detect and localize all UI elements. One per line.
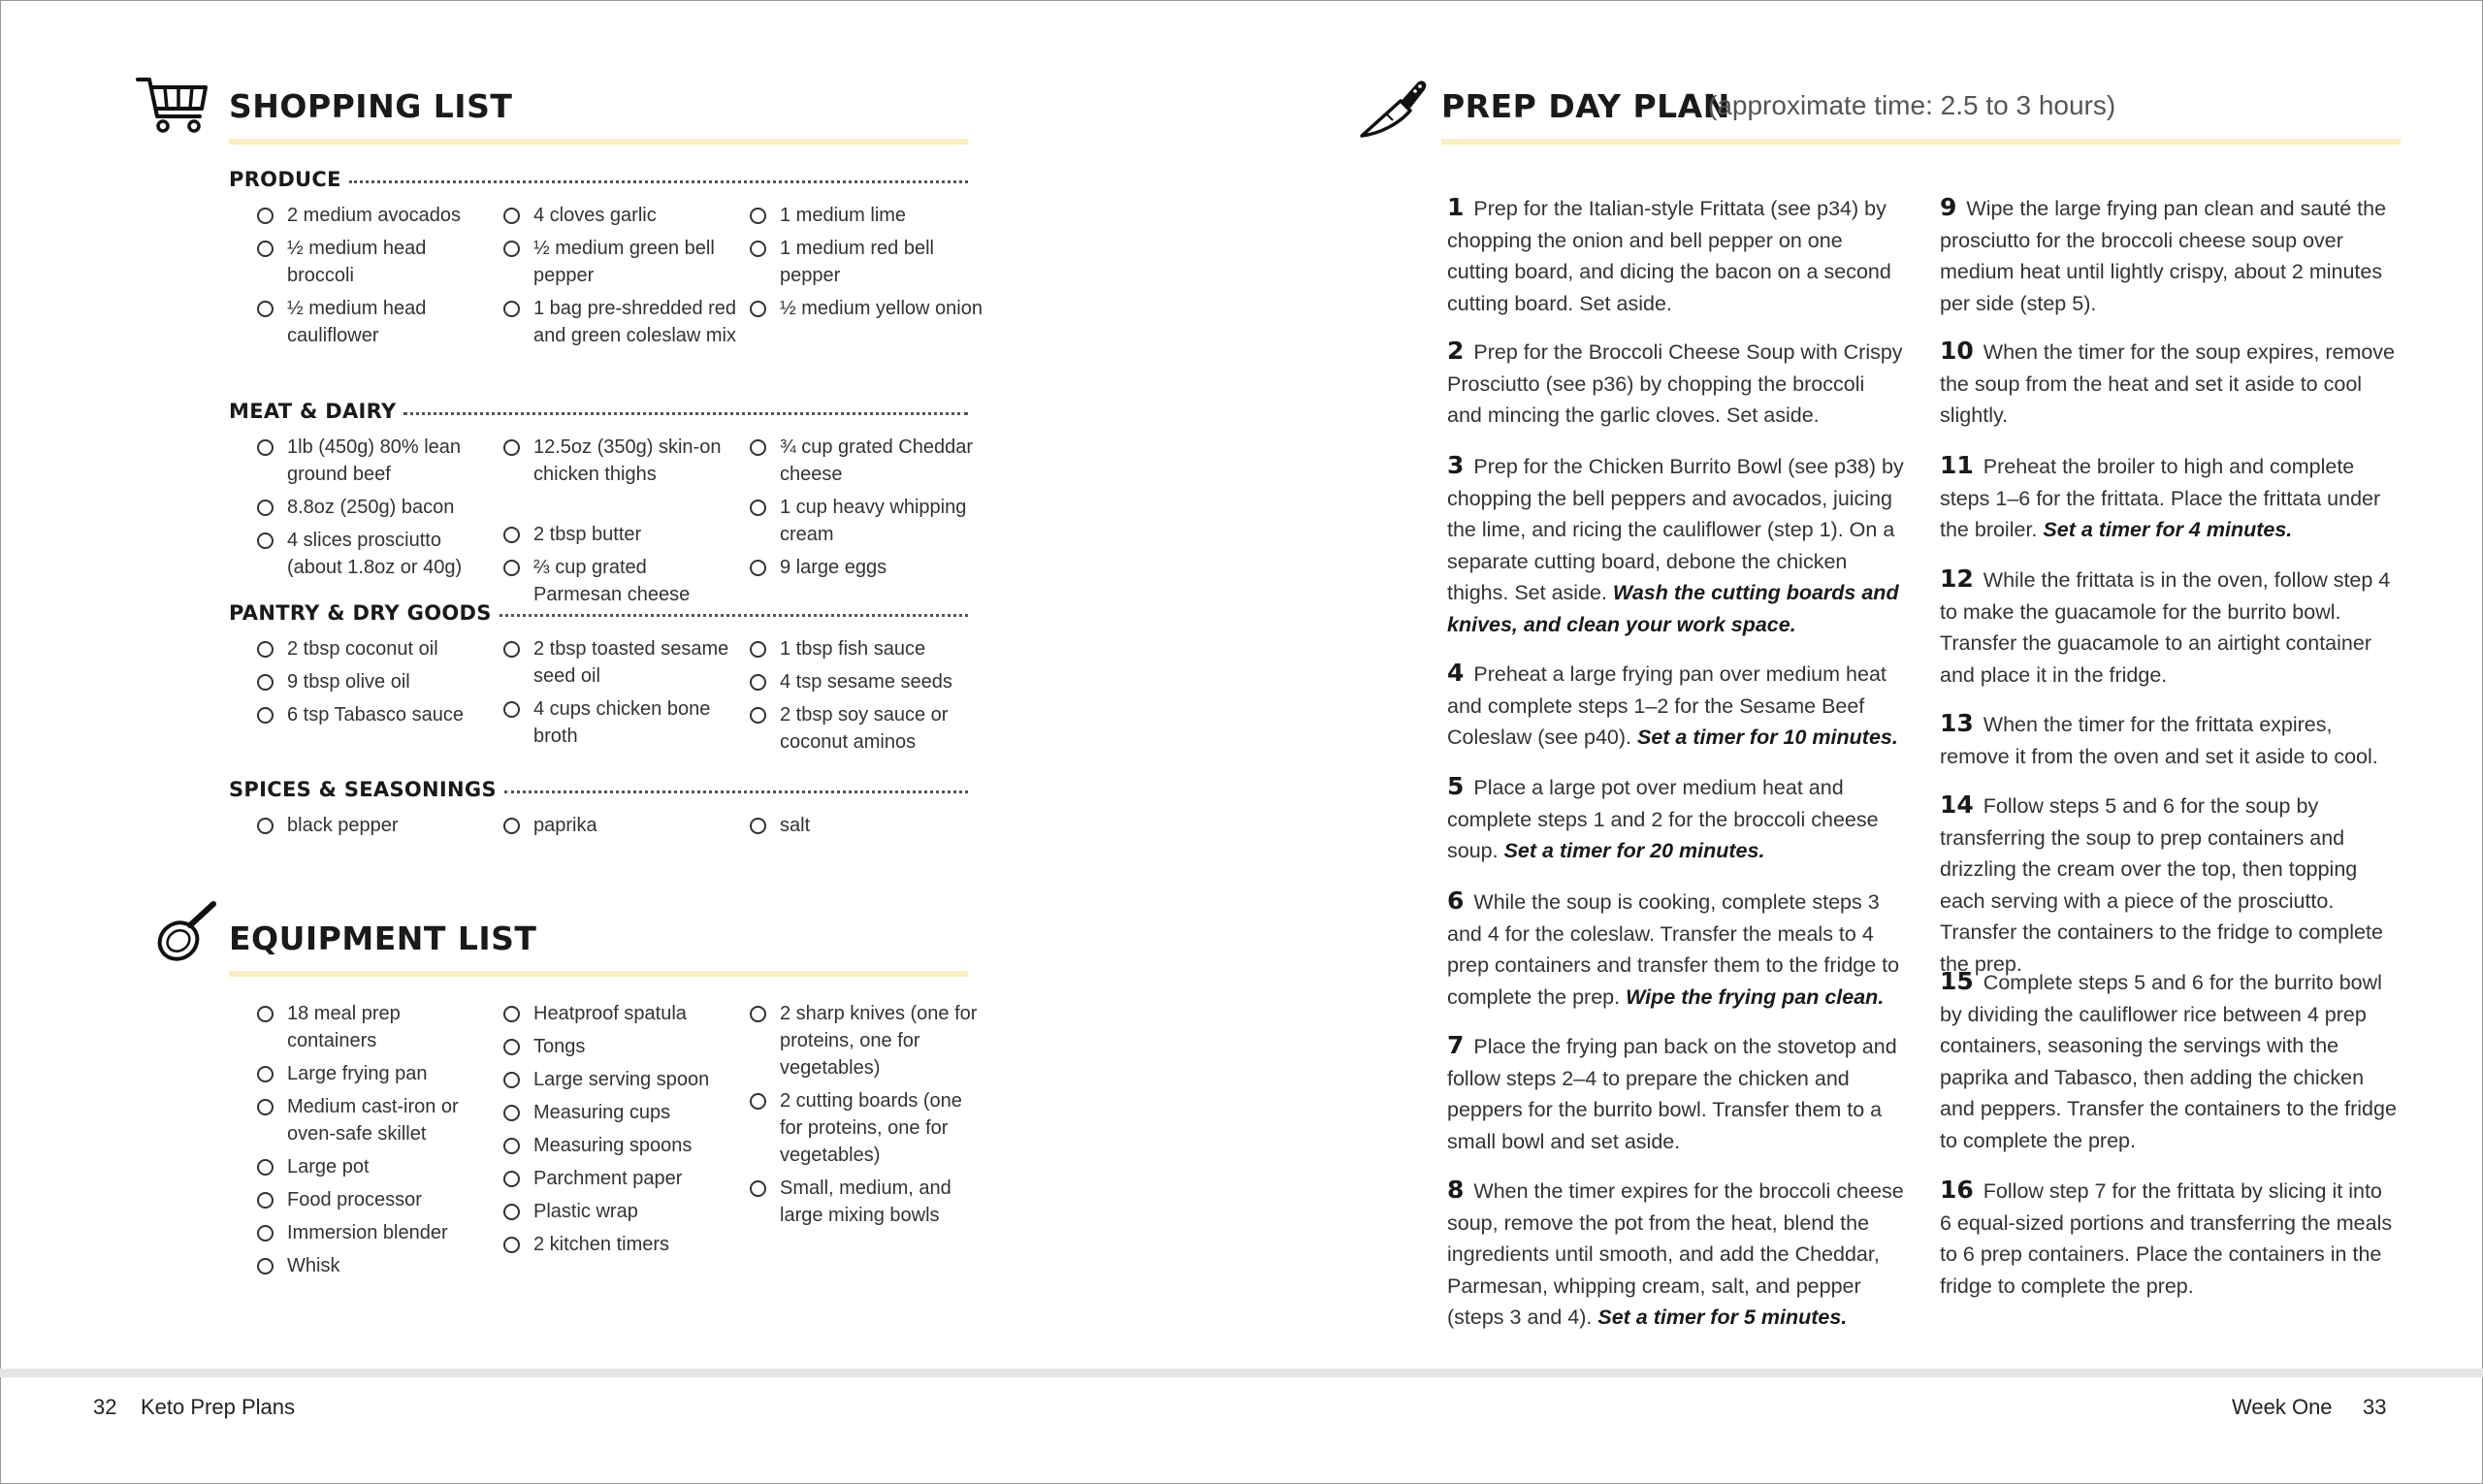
step-number: 15 <box>1940 967 1974 995</box>
left-running-title: Keto Prep Plans <box>141 1395 295 1419</box>
checkbox-circle-icon[interactable] <box>750 241 766 257</box>
shopping-item-label: 6 tsp Tabasco sauce <box>287 704 464 726</box>
equipment-item-label: Large pot <box>287 1156 370 1178</box>
equipment-item[interactable] <box>257 1252 491 1279</box>
step-number: 1 <box>1447 193 1465 221</box>
step-text: Place a large pot over medium heat and complete steps 1 and 2 for the broccoli cheese soup. <box>1447 776 1879 862</box>
shopping-item-label: 2 tbsp butter <box>533 524 642 545</box>
step-number: 2 <box>1447 337 1465 365</box>
shopping-item[interactable] <box>257 701 491 728</box>
equipment-title-underline <box>229 971 968 977</box>
right-page-number: 33 <box>2363 1395 2387 1419</box>
shopping-item[interactable] <box>257 235 491 289</box>
step-text: When the timer for the soup expires, remove the soup from the heat and set it aside to cool slightly. <box>1940 340 2396 427</box>
step-text: While the frittata is in the oven, follow step 4 to make the guacamole for the burrito bowl. Transfer the guacamole to an airtight container and place it in the fridge. <box>1940 568 2391 687</box>
shopping-item-label: salt <box>780 815 811 836</box>
shopping-item-label: 1 medium red bell pepper <box>780 238 934 286</box>
equipment-item[interactable] <box>257 1153 491 1180</box>
shopping-item[interactable] <box>503 695 737 750</box>
checkbox-circle-icon[interactable] <box>503 241 520 257</box>
checkbox-circle-icon[interactable] <box>257 818 274 834</box>
shopping-item-label: 4 cups chicken bone broth <box>533 698 711 747</box>
checkbox-circle-icon[interactable] <box>257 1192 274 1209</box>
shopping-item[interactable] <box>750 494 984 548</box>
equipment-item[interactable] <box>257 1000 491 1054</box>
step-text: When the timer for the frittata expires, remove it from the oven and set it aside to cool. <box>1940 713 2378 768</box>
prep-step <box>1447 450 1905 640</box>
shopping-item[interactable] <box>257 434 491 488</box>
equipment-item[interactable] <box>503 1132 737 1159</box>
prep-title-underline <box>1441 139 2401 145</box>
step-text: Place the frying pan back on the stovetop and follow steps 2–4 to prepare the chicken and peppers for the burrito bowl. Transfer them to a small bowl and set aside. <box>1447 1035 1897 1153</box>
prep-step <box>1940 564 2398 691</box>
checkbox-circle-icon[interactable] <box>503 1237 520 1253</box>
equipment-item[interactable] <box>257 1093 491 1147</box>
step-text: While the soup is cooking, complete steps 3 and 4 for the coleslaw. Transfer the meals to 4 prep containers and transfer them to the fridge to complete the prep. <box>1447 890 1900 1009</box>
shopping-item[interactable] <box>750 701 984 756</box>
checkbox-circle-icon[interactable] <box>257 500 274 516</box>
step-text: Follow step 7 for the frittata by slicing it into 6 equal-sized portions and transferring the meals to 6 prep containers. Place the containers in the fridge to complete the prep. <box>1940 1179 2393 1298</box>
shopping-item[interactable] <box>503 202 737 229</box>
prep-step <box>1940 1175 2398 1302</box>
step-number: 9 <box>1940 193 1957 221</box>
shopping-item-label: 1 cup heavy whipping cream <box>780 497 967 545</box>
checkbox-circle-icon[interactable] <box>503 301 520 317</box>
category-heading <box>229 397 968 426</box>
step-text: Complete steps 5 and 6 for the burrito bowl by dividing the cauliflower rice between 4 prep containers, seasoning the servings with the paprika and Tabasco, then adding the chicken and peppers. Transfer the containers to the fridge to complete the prep. <box>1940 971 2397 1152</box>
category-heading <box>229 165 968 194</box>
checkbox-circle-icon[interactable] <box>257 1099 274 1115</box>
checkbox-circle-icon[interactable] <box>503 1204 520 1220</box>
checkbox-circle-icon[interactable] <box>750 818 766 834</box>
shopping-item-label: 2 medium avocados <box>287 205 461 226</box>
equipment-item-label: 2 sharp knives (one for proteins, one for vegetables) <box>780 1003 978 1079</box>
shopping-cart-icon <box>136 74 210 134</box>
checkbox-circle-icon[interactable] <box>750 500 766 516</box>
step-emphasis: Set a timer for 10 minutes. <box>1637 726 1898 749</box>
step-emphasis: Set a timer for 20 minutes. <box>1503 839 1765 862</box>
prep-step <box>1447 1030 1905 1157</box>
shopping-item-label: black pepper <box>287 815 399 836</box>
equipment-list-title: EQUIPMENT LIST <box>229 919 537 957</box>
shopping-item[interactable] <box>257 202 491 229</box>
shopping-item-label: ¾ cup grated Cheddar cheese <box>780 436 974 485</box>
footer-band <box>0 1369 2483 1377</box>
chef-knife-icon <box>1358 72 1432 140</box>
shopping-item-label: 9 large eggs <box>780 557 887 578</box>
checkbox-circle-icon[interactable] <box>257 208 274 224</box>
step-text: Prep for the Broccoli Cheese Soup with Crispy Prosciutto (see p36) by chopping the broccoli and mincing the garlic cloves. Set aside. <box>1447 340 1903 427</box>
shopping-item[interactable] <box>503 434 737 488</box>
shopping-item[interactable] <box>257 635 491 662</box>
equipment-item-label: 2 cutting boards (one for proteins, one for vegetables) <box>780 1090 962 1166</box>
step-number: 14 <box>1940 790 1974 819</box>
equipment-item[interactable] <box>503 1231 737 1258</box>
shopping-item[interactable] <box>750 668 984 695</box>
checkbox-circle-icon[interactable] <box>750 560 766 576</box>
shopping-item[interactable] <box>503 635 737 690</box>
category-label: MEAT & DAIRY <box>229 400 397 423</box>
equipment-item-label: Large serving spoon <box>533 1069 710 1090</box>
dotted-leader <box>349 180 968 183</box>
dotted-leader <box>500 614 968 617</box>
checkbox-circle-icon[interactable] <box>750 301 766 317</box>
category-label: SPICES & SEASONINGS <box>229 778 497 801</box>
equipment-item-label: Heatproof spatula <box>533 1003 687 1024</box>
checkbox-circle-icon[interactable] <box>503 1105 520 1121</box>
step-number: 12 <box>1940 565 1974 593</box>
shopping-item-label: ⅔ cup grated Parmesan cheese <box>533 557 691 605</box>
checkbox-circle-icon[interactable] <box>257 241 274 257</box>
checkbox-circle-icon[interactable] <box>503 527 520 543</box>
checkbox-circle-icon[interactable] <box>750 1093 766 1110</box>
checkbox-circle-icon[interactable] <box>503 641 520 658</box>
shopping-item-label: ½ medium head broccoli <box>287 238 427 286</box>
checkbox-circle-icon[interactable] <box>503 1006 520 1022</box>
category-label: PANTRY & DRY GOODS <box>229 601 492 625</box>
frying-pan-icon <box>151 900 219 968</box>
shopping-item-label: 4 tsp sesame seeds <box>780 671 952 693</box>
step-text: Follow steps 5 and 6 for the soup by transferring the soup to prep containers and drizzling the cream over the top, then topping each serving with a piece of the prosciutto. Transfer the containers to the fridge to complete the prep. <box>1940 794 2383 976</box>
equipment-item-label: Parchment paper <box>533 1168 683 1189</box>
step-number: 5 <box>1447 772 1465 800</box>
shopping-item-label: 8.8oz (250g) bacon <box>287 497 455 518</box>
checkbox-circle-icon[interactable] <box>257 532 274 549</box>
equipment-item[interactable] <box>257 1219 491 1246</box>
step-number: 16 <box>1940 1176 1974 1204</box>
shopping-item-label: paprika <box>533 815 597 836</box>
step-number: 8 <box>1447 1176 1465 1204</box>
category-heading <box>229 775 968 804</box>
checkbox-circle-icon[interactable] <box>257 439 274 456</box>
step-emphasis: Set a timer for 4 minutes. <box>2043 518 2293 541</box>
prep-step <box>1940 790 2398 980</box>
equipment-item-label: Medium cast-iron or oven-safe skillet <box>287 1096 459 1145</box>
step-text: Wipe the large frying pan clean and sauté the prosciutto for the broccoli cheese soup over medium heat until lightly crispy, about 2 minutes per side (step 5). <box>1940 197 2387 315</box>
equipment-item[interactable] <box>257 1186 491 1213</box>
shopping-item-label: ½ medium yellow onion <box>780 298 983 319</box>
checkbox-circle-icon[interactable] <box>503 208 520 224</box>
shopping-item[interactable] <box>503 521 737 548</box>
checkbox-circle-icon[interactable] <box>750 641 766 658</box>
checkbox-circle-icon[interactable] <box>257 1006 274 1022</box>
step-emphasis: Wash the cutting boards and knives, and clean your work space. <box>1447 581 1899 636</box>
shopping-item[interactable] <box>750 554 984 581</box>
checkbox-circle-icon[interactable] <box>257 1159 274 1176</box>
checkbox-circle-icon[interactable] <box>750 707 766 724</box>
checkbox-circle-icon[interactable] <box>503 1039 520 1055</box>
shopping-item[interactable] <box>750 812 984 839</box>
step-text: When the timer expires for the broccoli cheese soup, remove the pot from the heat, blend the ingredients until smooth, and add the Cheddar, Parmesan, whipping cream, salt, and pepper (steps 3 and 4). <box>1447 1179 1904 1329</box>
step-number: 4 <box>1447 659 1465 687</box>
equipment-item-label: Small, medium, and large mixing bowls <box>780 1178 951 1226</box>
equipment-item[interactable] <box>503 1066 737 1093</box>
checkbox-circle-icon[interactable] <box>257 641 274 658</box>
prep-step <box>1447 886 1905 1013</box>
checkbox-circle-icon[interactable] <box>750 208 766 224</box>
step-number: 3 <box>1447 451 1465 479</box>
equipment-item[interactable] <box>750 1087 984 1169</box>
checkbox-circle-icon[interactable] <box>750 439 766 456</box>
shopping-item[interactable] <box>750 235 984 289</box>
prep-step <box>1447 658 1905 754</box>
shopping-item-label: 12.5oz (350g) skin-on chicken thighs <box>533 436 722 485</box>
equipment-item-label: Measuring spoons <box>533 1135 693 1156</box>
prep-step <box>1940 708 2398 772</box>
shopping-item-label: 2 tbsp toasted sesame seed oil <box>533 638 729 687</box>
prep-step <box>1447 192 1905 319</box>
prep-step <box>1940 336 2398 432</box>
equipment-item-label: 2 kitchen timers <box>533 1234 670 1255</box>
shopping-item[interactable] <box>503 812 737 839</box>
checkbox-circle-icon[interactable] <box>503 818 520 834</box>
checkbox-circle-icon[interactable] <box>503 1138 520 1154</box>
shopping-item-label: 1 tbsp fish sauce <box>780 638 926 660</box>
category-heading <box>229 598 968 628</box>
step-number: 7 <box>1447 1031 1465 1059</box>
shopping-item-label: 1lb (450g) 80% lean ground beef <box>287 436 462 485</box>
dotted-leader <box>504 790 968 793</box>
prep-step <box>1447 771 1905 867</box>
prep-step <box>1447 1175 1905 1334</box>
checkbox-circle-icon[interactable] <box>257 1258 274 1274</box>
prep-step <box>1940 966 2398 1156</box>
right-running-title: Week One <box>2232 1395 2333 1419</box>
shopping-item[interactable] <box>750 295 984 322</box>
shopping-item[interactable] <box>257 295 491 349</box>
shopping-item-label: 2 tbsp soy sauce or coconut aminos <box>780 704 949 753</box>
checkbox-circle-icon[interactable] <box>257 301 274 317</box>
checkbox-circle-icon[interactable] <box>503 1171 520 1187</box>
equipment-item-label: Measuring cups <box>533 1102 671 1123</box>
equipment-item-label: Large frying pan <box>287 1063 428 1084</box>
prep-step <box>1940 450 2398 546</box>
shopping-item-label: 1 medium lime <box>780 205 907 226</box>
shopping-title-underline <box>229 139 968 145</box>
step-emphasis: Wipe the frying pan clean. <box>1626 984 1885 1009</box>
shopping-item-label: 4 slices prosciutto (about 1.8oz or 40g) <box>287 530 463 578</box>
shopping-item[interactable] <box>257 812 491 839</box>
dotted-leader <box>403 412 968 415</box>
step-text: Preheat the broiler to high and complete steps 1–6 for the frittata. Place the frittata under the broiler. <box>1940 455 2381 541</box>
equipment-item[interactable] <box>503 1000 737 1027</box>
shopping-item-label: ½ medium head cauliflower <box>287 298 427 346</box>
shopping-item[interactable] <box>503 295 737 349</box>
shopping-item[interactable] <box>257 527 491 581</box>
step-text: Prep for the Italian-style Frittata (see p34) by chopping the onion and bell pepper on one cutting board, and dicing the bacon on a second cutting board. Set aside. <box>1447 197 1891 315</box>
left-page-number: 32 <box>93 1395 117 1419</box>
checkbox-circle-icon[interactable] <box>257 674 274 691</box>
category-label: PRODUCE <box>229 168 341 191</box>
equipment-item-label: Whisk <box>287 1255 340 1276</box>
checkbox-circle-icon[interactable] <box>257 1066 274 1082</box>
checkbox-circle-icon[interactable] <box>503 1072 520 1088</box>
prep-step <box>1447 336 1905 432</box>
shopping-list-title: SHOPPING LIST <box>229 87 513 125</box>
step-number: 6 <box>1447 887 1465 915</box>
shopping-item[interactable] <box>503 235 737 289</box>
equipment-item-label: Food processor <box>287 1189 422 1210</box>
checkbox-circle-icon[interactable] <box>503 560 520 576</box>
equipment-item-label: Plastic wrap <box>533 1201 638 1222</box>
step-number: 13 <box>1940 709 1974 737</box>
equipment-item[interactable] <box>750 1175 984 1229</box>
shopping-item[interactable] <box>750 434 984 488</box>
shopping-item[interactable] <box>257 668 491 695</box>
step-text: Preheat a large frying pan over medium heat and complete steps 1–2 for the Sesame Beef Coleslaw (see p40). <box>1447 662 1886 749</box>
shopping-item-label: 4 cloves garlic <box>533 205 657 226</box>
shopping-item[interactable] <box>257 494 491 521</box>
step-number: 10 <box>1940 337 1974 365</box>
equipment-item[interactable] <box>503 1198 737 1225</box>
checkbox-circle-icon[interactable] <box>750 1006 766 1022</box>
checkbox-circle-icon[interactable] <box>750 1180 766 1197</box>
equipment-item[interactable] <box>257 1060 491 1087</box>
shopping-item-label: 2 tbsp coconut oil <box>287 638 438 660</box>
equipment-item-label: Tongs <box>533 1036 586 1057</box>
equipment-item[interactable] <box>750 1000 984 1081</box>
prep-step <box>1940 192 2398 319</box>
step-number: 11 <box>1940 451 1974 479</box>
checkbox-circle-icon[interactable] <box>750 674 766 691</box>
shopping-item[interactable] <box>750 202 984 229</box>
equipment-item-label: 18 meal prep containers <box>287 1003 401 1051</box>
checkbox-circle-icon[interactable] <box>257 707 274 724</box>
shopping-item[interactable] <box>750 635 984 662</box>
equipment-item[interactable] <box>503 1099 737 1126</box>
equipment-item-label: Immersion blender <box>287 1222 448 1243</box>
checkbox-circle-icon[interactable] <box>257 1225 274 1242</box>
prep-day-plan-title: PREP DAY PLAN <box>1441 87 1730 125</box>
equipment-item[interactable] <box>503 1165 737 1192</box>
shopping-item-label: ½ medium green bell pepper <box>533 238 715 286</box>
shopping-item-label: 1 bag pre-shredded red and green coleslaw mix <box>533 298 737 346</box>
checkbox-circle-icon[interactable] <box>503 701 520 718</box>
checkbox-circle-icon[interactable] <box>503 439 520 456</box>
prep-day-plan-subtitle: (approximate time: 2.5 to 3 hours) <box>1708 90 2116 120</box>
equipment-item[interactable] <box>503 1033 737 1060</box>
step-emphasis: Set a timer for 5 minutes. <box>1597 1306 1848 1329</box>
step-text: Prep for the Chicken Burrito Bowl (see p38) by chopping the bell peppers and avocados, juicing the lime, and ricing the cauliflower (step 1). On a separate cutting board, debone the chicken thighs. Set aside. <box>1447 455 1904 604</box>
shopping-item-label: 9 tbsp olive oil <box>287 671 410 693</box>
